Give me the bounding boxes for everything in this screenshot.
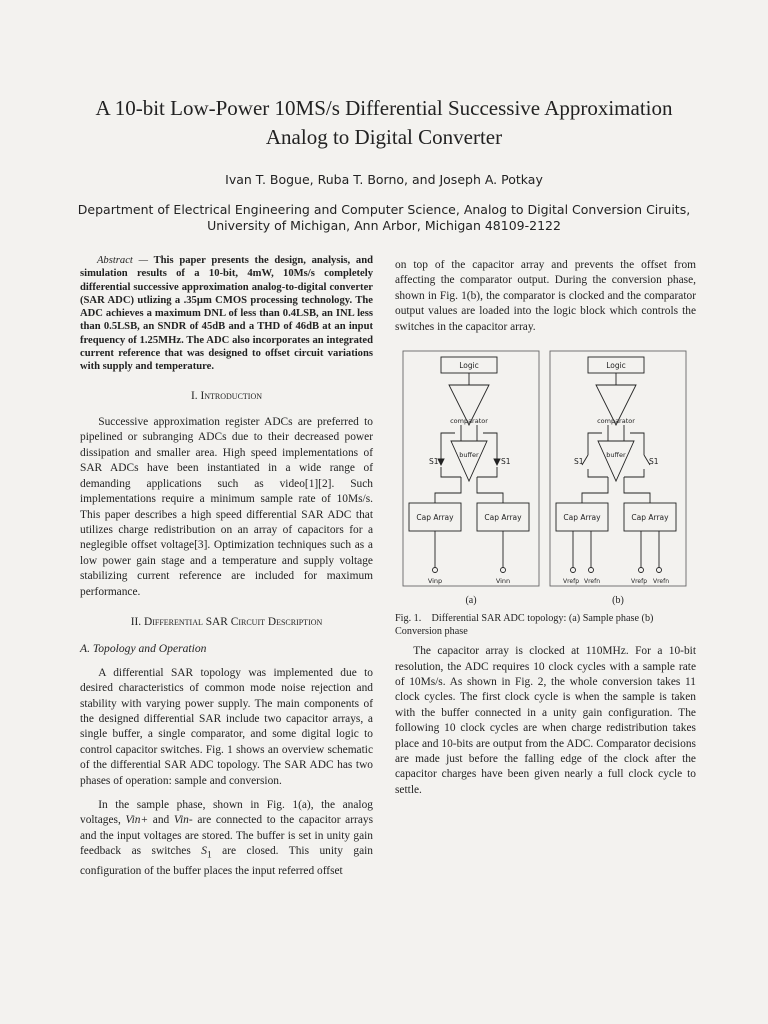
section-heading-circuit: II. Differential SAR Circuit Description <box>130 615 323 628</box>
subfigure-label-b: (b) <box>612 595 624 607</box>
figure-caption <box>395 613 696 638</box>
terminal <box>501 568 506 573</box>
buffer-triangle-a <box>451 441 487 481</box>
terminal <box>433 568 438 573</box>
panel-a-frame <box>403 351 539 586</box>
wire <box>483 433 497 463</box>
section-heading-introduction: I. Introduction <box>190 389 263 402</box>
buffer-label-a: buffer <box>459 451 479 460</box>
wire <box>588 433 602 455</box>
text-run: and <box>148 814 174 827</box>
right-column <box>395 258 696 798</box>
abstract-label: Abstract — <box>96 255 149 266</box>
logic-label-b: Logic <box>606 361 626 371</box>
s1-label-b-right: S1 <box>649 457 659 467</box>
vinn-label: Vinn <box>495 577 511 586</box>
logic-label-a: Logic <box>459 361 479 371</box>
buffer-triangle-b <box>598 441 634 481</box>
sar-topology-diagram <box>395 341 696 609</box>
cap-array-label: Cap Array <box>416 513 454 523</box>
vrefp-label: Vrefp <box>562 578 580 586</box>
subsection-heading-topology: A. Topology and Operation <box>80 642 207 656</box>
terminal <box>657 568 662 573</box>
terminal <box>639 568 644 573</box>
subfigure-label-a: (a) <box>465 595 477 607</box>
wire <box>435 477 461 503</box>
vrefn-label: Vrefn <box>652 578 670 586</box>
topology-paragraph-1: A differential SAR topology was implemented due to desired characteristics of common mode noise rejection and stability with varying power supply. The main components of the designed differential SAR include two capacitor arrays, a single buffer, a single comparator, and some digital logic to control capacitor switches. Fig. 1 shows an overview schematic of the differential SAR ADC topology. The SAR ADC has two phases of operation: sample and conversion. <box>80 666 373 787</box>
right-paragraph-2: The capacitor array is clocked at 110MHz. For a 10-bit resolution, the ADC requires 10 clock cycles with a sample rate of 10Ms/s. As shown in Fig. 2, the whole conversion takes 11 clock cycles. The first clock cycle is when the sample is taken with the buffer connected in a unity gain configuration. The following 10 clock cycles are when charge redistribution takes place and 10-bits are output from the ADC. Comparator decisions are made just before the falling edge of the clock after the capacitor charges have been given nearly a full clock cycle to settle. <box>395 645 696 796</box>
panel-b-frame <box>550 351 686 586</box>
wire <box>441 467 461 477</box>
vrefp-label: Vrefp <box>630 578 648 586</box>
topology-paragraph-2 <box>80 798 373 879</box>
cap-array-label: Cap Array <box>631 513 669 523</box>
affiliation-line-2: University of Michigan, Ann Arbor, Michigan 48109-2122 <box>207 218 561 233</box>
vin-minus-symbol: Vin- <box>173 814 193 827</box>
abstract <box>80 254 373 374</box>
abstract-body: This paper presents the design, analysis, and simulation results of a 10-bit, 4mW, 10Ms/s completely differential successive approximation analog-to-digital converter (SAR ADC) utlizing a .35µm CMOS processing technology. The ADC achieves a maximum DNL of less than 0.4LSB, an INL less than 0.5LSB, an SNDR of 45dB and a THD of 46dB at an input frequency of 1.25MHz. The ADC also incorporates an integrated current reference that was designed to offset circuit variations with supply and temperature. <box>80 255 373 373</box>
buffer-label-b: buffer <box>606 451 626 460</box>
vin-plus-symbol: Vin+ <box>125 814 149 827</box>
affiliation <box>40 202 728 234</box>
figure-caption-text: Differential SAR ADC topology: (a) Sample phase (b) Conversion phase <box>395 613 654 637</box>
wire <box>477 477 503 503</box>
s1-label-a-left: S1 <box>429 457 439 467</box>
cap-array-label: Cap Array <box>563 513 601 523</box>
right-paragraph-1: on top of the capacitor array and prevents the offset from affecting the comparator output. During the conversion phase, shown in Fig. 1(b), the comparator is clocked and the comparator output values are loaded into the logic block which controls the switches in the capacitor array. <box>395 259 696 333</box>
vinp-label: Vinp <box>427 577 443 586</box>
switch-a-left <box>438 459 444 465</box>
figure-number: Fig. 1. <box>395 613 422 625</box>
authors: Ivan T. Bogue, Ruba T. Borno, and Joseph A. Potkay <box>225 172 543 187</box>
vrefn-label: Vrefn <box>583 578 601 586</box>
terminal <box>571 568 576 573</box>
switch-symbol: S <box>201 845 207 858</box>
switch-subscript: 1 <box>206 850 212 861</box>
title-line-1: A 10-bit Low-Power 10MS/s Differential Successive Approximation <box>95 96 673 120</box>
affiliation-line-1: Department of Electrical Engineering and Computer Science, Analog to Digital Conversion Ciruits, <box>77 202 691 217</box>
comparator-label-a: comparator <box>450 417 488 426</box>
paper-title <box>40 94 728 152</box>
title-line-2: Analog to Digital Converter <box>265 125 503 149</box>
wire <box>624 477 650 503</box>
wire <box>588 469 608 477</box>
left-column <box>80 254 373 879</box>
text-run: are closed. This unity gain configuration of the buffer places the input referred offset <box>80 845 373 877</box>
wire <box>582 477 608 503</box>
wire <box>624 469 644 477</box>
s1-label-b-left: S1 <box>574 457 584 467</box>
figure-1 <box>395 341 696 609</box>
wire <box>477 467 497 477</box>
text-run: In the sample phase, shown in Fig. 1(a), the analog voltages, <box>80 799 373 827</box>
s1-label-a-right: S1 <box>501 457 511 467</box>
wire <box>630 433 644 455</box>
comparator-label-b: comparator <box>597 417 635 426</box>
switch-a-right <box>494 459 500 465</box>
intro-paragraph: Successive approximation register ADCs are preferred to pipelined or subranging ADCs due to their decreased power dissipation and smaller area. High speed implementations of SAR ADCs have been instantiated in a wide range of demanding applications such as video[1][2]. Such implementations require a minimum sample rate of 10Ms/s. This paper describes a high speed differential SAR ADC that utilizes charge redistribution on an array of capacitors for a neglegible offset voltage[3]. Optimization techniques such as a low power gain stage and a temperature and supply voltage stabilizing current reference are included for maximum performance. <box>80 416 373 598</box>
text-run: are connected to the capacitor arrays and the input voltages are stored. The buffer is set in unity gain feedback as switches <box>80 814 374 858</box>
terminal <box>589 568 594 573</box>
wire <box>441 433 455 463</box>
cap-array-label: Cap Array <box>484 513 522 523</box>
